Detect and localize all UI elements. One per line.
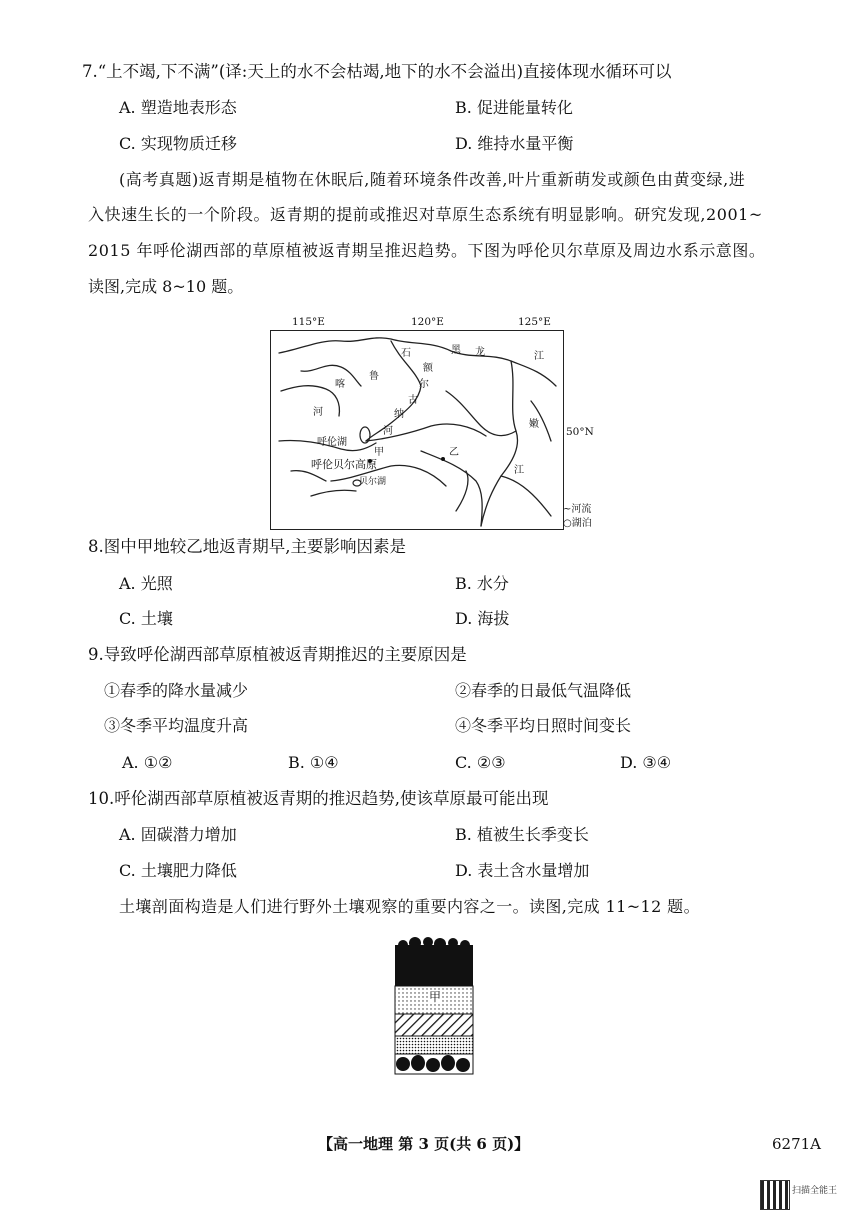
lon-120-label: 120°E xyxy=(411,316,444,328)
intro1-line2: 入快速生长的一个阶段。返青期的提前或推迟对草原生态系统有明显影响。研究发现,2001~ xyxy=(88,205,763,224)
q7-option-a: A. 塑造地表形态 xyxy=(119,98,237,117)
map-label-nen: 嫩 xyxy=(529,419,539,430)
map-label-er: 尔 xyxy=(419,379,429,390)
map-label-yi: 乙 xyxy=(449,447,459,458)
q10-option-d: D. 表土含水量增加 xyxy=(455,861,590,880)
soil-layer-jia-label: 甲 xyxy=(429,990,442,1004)
q10-option-c: C. 土壤肥力降低 xyxy=(119,861,237,880)
q9-item-2: ②春季的日最低气温降低 xyxy=(455,681,632,700)
q9-option-c: C. ②③ xyxy=(455,753,506,772)
q8-stem: 8.图中甲地较乙地返青期早,主要影响因素是 xyxy=(88,537,406,556)
map-label-hulunhu: 呼伦湖 xyxy=(317,437,347,448)
q8-option-b: B. 水分 xyxy=(455,574,509,593)
q9-option-d: D. ③④ xyxy=(620,753,672,772)
q7-stem: 7.“上不竭,下不满”(译:天上的水不会枯竭,地下的水不会溢出)直接体现水循环可以 xyxy=(82,62,672,81)
intro2: 土壤剖面构造是人们进行野外土壤观察的重要内容之一。读图,完成 11~12 题。 xyxy=(119,897,700,916)
intro1-line3: 2015 年呼伦湖西部的草原植被返青期呈推迟趋势。下图为呼伦贝尔草原及周边水系示意图。 xyxy=(88,241,766,260)
map-label-jiang2: 江 xyxy=(514,465,524,476)
lake-legend-icon: ○ xyxy=(563,518,572,529)
soil-profile-diagram xyxy=(393,935,475,1075)
intro1-line4: 读图,完成 8~10 题。 xyxy=(88,277,244,296)
map-label-long: 龙 xyxy=(475,347,485,358)
map-label-gu: 古 xyxy=(408,395,418,406)
q9-item-4: ④冬季平均日照时间变长 xyxy=(455,716,632,735)
q8-option-c: C. 土壤 xyxy=(119,609,173,628)
river-network xyxy=(271,331,563,529)
q9-option-a: A. ①② xyxy=(122,753,173,772)
q10-option-a: A. 固碳潜力增加 xyxy=(119,825,237,844)
hulunbuir-map xyxy=(270,330,564,530)
q9-item-1: ①春季的降水量减少 xyxy=(104,681,249,700)
map-label-plateau: 呼伦贝尔高原 xyxy=(311,458,377,471)
point-yi xyxy=(441,457,445,461)
river-legend-icon: ~ xyxy=(563,504,572,515)
q7-option-c: C. 实现物质迁移 xyxy=(119,134,237,153)
q8-option-d: D. 海拔 xyxy=(455,609,510,628)
legend-river: ~河流 xyxy=(563,504,592,515)
lon-125-label: 125°E xyxy=(518,316,551,328)
q9-option-b: B. ①④ xyxy=(288,753,339,772)
q10-option-b: B. 植被生长季变长 xyxy=(455,825,589,844)
paper-code: 6271A xyxy=(772,1135,822,1153)
map-label-shi: 石 xyxy=(401,348,411,359)
map-label-he2: 河 xyxy=(383,426,393,437)
scanner-watermark: 扫描全能王 xyxy=(792,1186,838,1196)
q10-stem: 10.呼伦湖西部草原植被返青期的推迟趋势,使该草原最可能出现 xyxy=(88,789,549,808)
map-label-lun: 鲁 xyxy=(369,371,379,382)
page-footer: 【高一地理 第 3 页(共 6 页)】 xyxy=(318,1135,530,1153)
qr-code-icon xyxy=(760,1180,790,1210)
map-label-ke: 喀 xyxy=(335,379,345,390)
map-label-hei: 黑 xyxy=(451,345,461,356)
q9-item-3: ③冬季平均温度升高 xyxy=(104,716,249,735)
map-label-e: 额 xyxy=(423,363,433,374)
legend-lake: ○湖泊 xyxy=(563,518,592,529)
lat-50-label: 50°N xyxy=(566,426,594,438)
map-label-jia: 甲 xyxy=(374,447,384,458)
map-label-beierhu: 贝尔湖 xyxy=(359,477,387,487)
q8-option-a: A. 光照 xyxy=(119,574,173,593)
q7-option-d: D. 维持水量平衡 xyxy=(455,134,574,153)
lon-115-label: 115°E xyxy=(292,316,325,328)
map-label-jiang1: 江 xyxy=(534,351,544,362)
map-label-na: 纳 xyxy=(394,409,404,420)
q9-stem: 9.导致呼伦湖西部草原植被返青期推迟的主要原因是 xyxy=(88,645,467,664)
soil-profile-svg xyxy=(393,935,475,1075)
hulun-lake-shape xyxy=(360,427,370,443)
intro1-line1: (高考真题)返青期是植物在休眠后,随着环境条件改善,叶片重新萌发或颜色由黄变绿,进 xyxy=(119,170,746,189)
q7-option-b: B. 促进能量转化 xyxy=(455,98,573,117)
map-label-he1: 河 xyxy=(313,407,323,418)
